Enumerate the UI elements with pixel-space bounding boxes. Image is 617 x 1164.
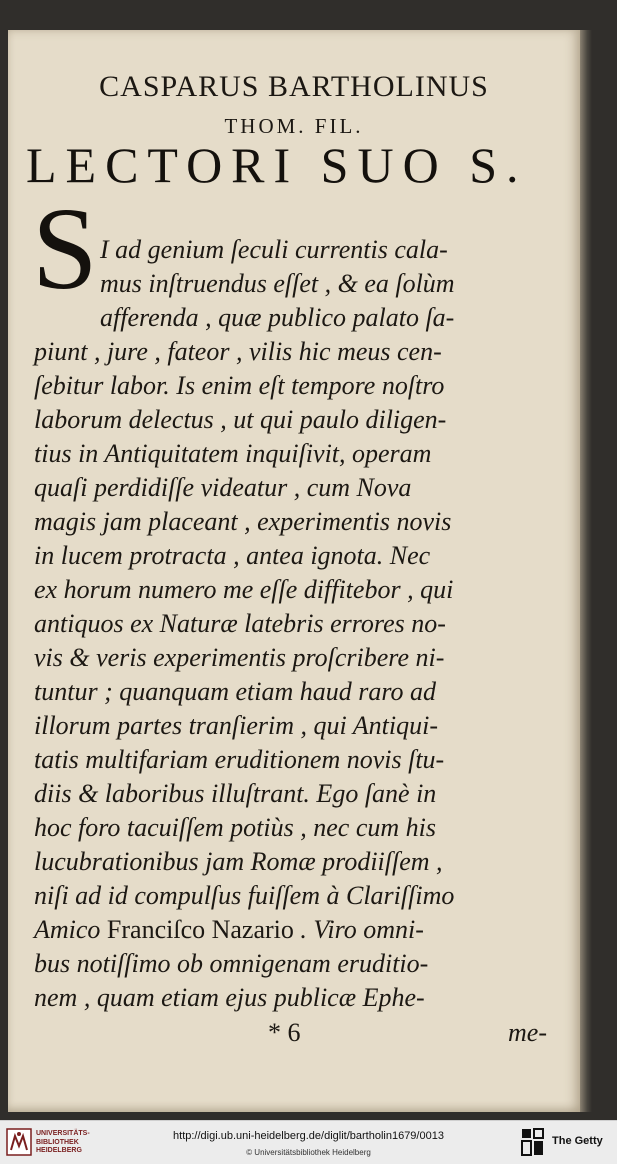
footer-bar (0, 1120, 617, 1164)
italic-word: Amico (34, 915, 101, 944)
text-line: tius in Antiquitatem inquiſivit, operam (34, 439, 432, 468)
drop-capital: S (32, 183, 98, 314)
text-line: tuntur ; quanquam etiam haud raro ad (34, 677, 437, 706)
copyright-notice: © Universitätsbibliothek Heidelberg (246, 1148, 371, 1157)
line-end: . Viro omni- (300, 915, 424, 944)
text-line: nem , quam etiam ejus publicæ Ephe- (34, 983, 425, 1012)
sponsor-name: The Getty (552, 1135, 603, 1147)
text-line: ex horum numero me eſſe diffitebor , qui (34, 575, 454, 604)
catchword: me- (508, 1018, 547, 1047)
filiation-heading: THOM. FIL. (224, 114, 364, 138)
text-line: hoc foro tacuiſſem potiùs , nec cum his (34, 813, 436, 842)
text-line-mixed (34, 917, 424, 943)
text-line: in lucem protracta , antea ignota. Nec (34, 541, 431, 570)
text-line: piunt , jure , fateor , vilis hic meus cen- (34, 337, 442, 366)
text-line: niſi ad id compulſus fuiſſem à Clariſſimo (34, 881, 455, 910)
book-page (8, 30, 580, 1112)
text-line: vis & veris experimentis proſcribere ni- (34, 643, 445, 672)
text-line: ſebitur labor. Is enim eſt tempore noſtro (34, 371, 445, 400)
text-line: afferenda , quæ publico palato ſa- (100, 303, 455, 332)
text-line: mus inſtruendus eſſet , & ea ſolùm (100, 269, 455, 298)
text-line: laborum delectus , ut qui paulo diligen- (34, 405, 447, 434)
text-line: magis jam placeant , experimentis novis (34, 507, 452, 536)
text-line: quaſi perdidiſſe videatur , cum Nova (34, 473, 412, 502)
text-line: I ad genium ſeculi currentis cala- (100, 235, 448, 264)
text-line: tatis multifariam eruditionem novis ſtu- (34, 745, 445, 774)
text-line: antiquos ex Naturæ latebris errores no- (34, 609, 446, 638)
library-line-1: UNIVERSITÄTS- (36, 1130, 90, 1137)
library-line-3: HEIDELBERG (36, 1147, 82, 1154)
text-line: diis & laboribus illuſtrant. Ego ſanè in (34, 779, 437, 808)
page-title: LECTORI SUO S. (26, 137, 528, 193)
page-edge (580, 30, 592, 1112)
text-line: illorum partes tranſierim , qui Antiqui- (34, 711, 438, 740)
author-heading: CASPARUS BARTHOLINUS (99, 70, 489, 103)
text-line: lucubrationibus jam Romæ prodiiſſem , (34, 847, 443, 876)
roman-name: Franciſco Nazario (106, 915, 294, 944)
text-line: bus notiſſimo ob omnigenam eruditio- (34, 949, 429, 978)
library-line-2: BIBLIOTHEK (36, 1138, 79, 1146)
getty-logo-icon (520, 1127, 546, 1157)
permalink-url[interactable]: http://digi.ub.uni-heidelberg.de/diglit/bartholin1679/0013 (173, 1130, 444, 1142)
signature-mark: * 6 (268, 1018, 301, 1047)
